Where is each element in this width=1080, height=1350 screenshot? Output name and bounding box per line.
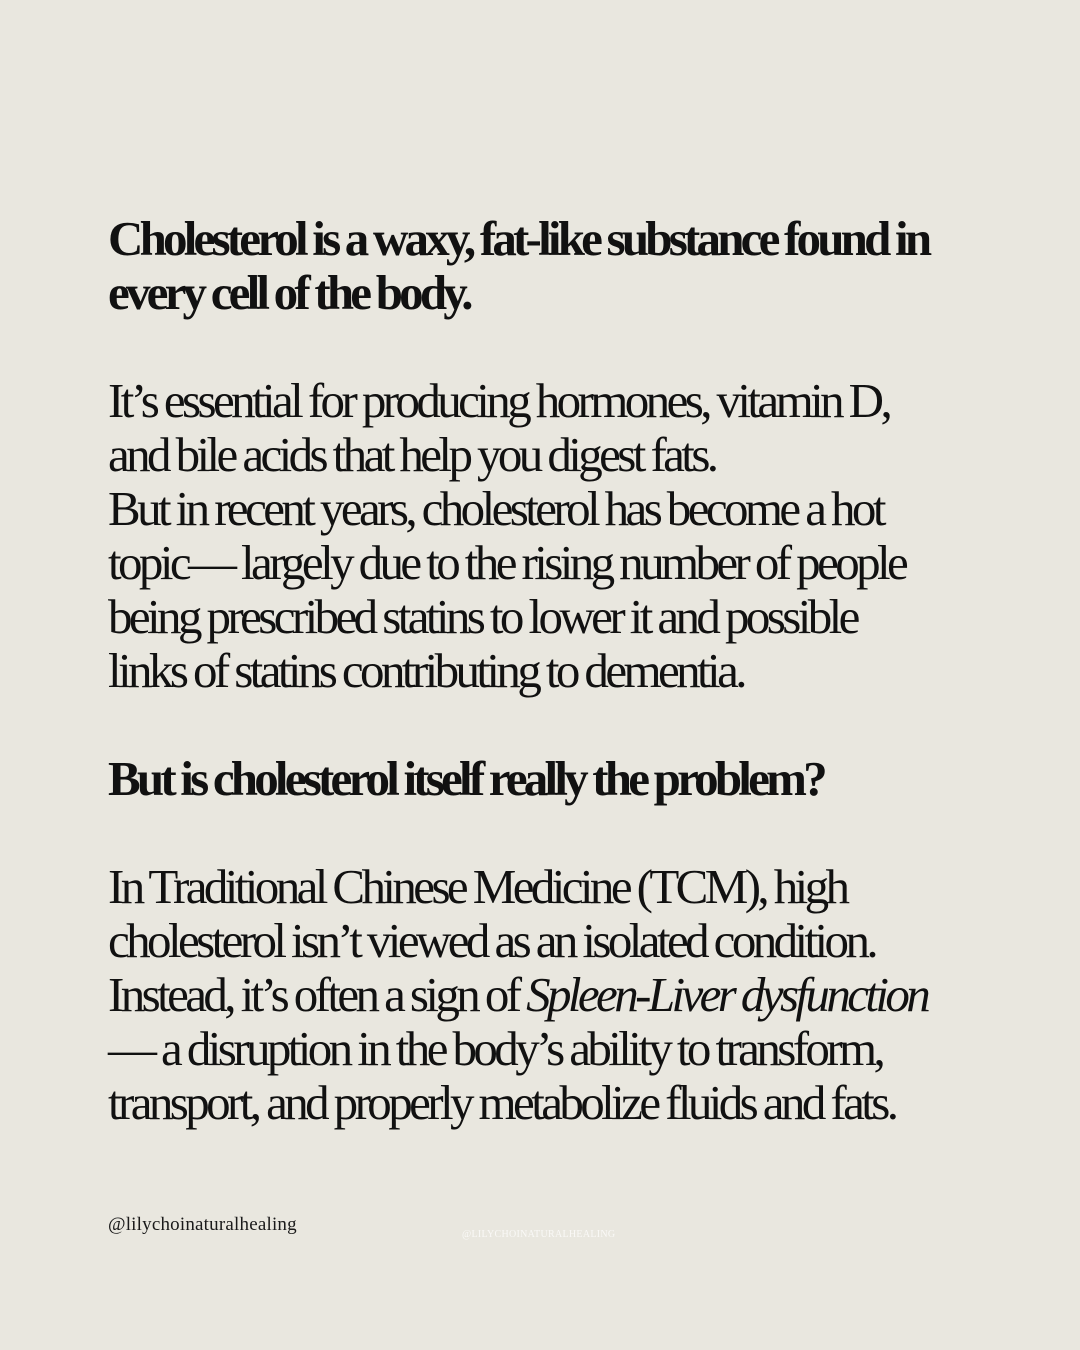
paragraph-line: In Traditional Chinese Medicine (TCM), high: [108, 859, 847, 914]
spacer: [108, 320, 983, 374]
social-handle: @lilychoinaturalhealing: [108, 1214, 297, 1235]
paragraph-line-prefix: Instead, it’s often a sign of: [108, 967, 527, 1022]
paragraph-line: cholesterol isn’t viewed as an isolated condition.: [108, 913, 876, 968]
paragraph-line: links of statins contributing to dementia.: [108, 643, 744, 698]
paragraph-line: being prescribed statins to lower it and possible: [108, 589, 857, 644]
heading-line-1: Cholesterol is a waxy, fat-like substance found in: [108, 211, 929, 266]
paragraph-line: topic— largely due to the rising number of people: [108, 535, 906, 590]
main-content: [108, 212, 983, 1130]
heading-line-2: every cell of the body.: [108, 265, 470, 320]
spacer: [108, 806, 983, 860]
question-heading: [108, 752, 983, 806]
paragraph-line: — a disruption in the body’s ability to transform,: [108, 1021, 883, 1076]
paragraph-line: It’s essential for producing hormones, vitamin D,: [108, 373, 890, 428]
spacer: [108, 698, 983, 752]
watermark: @LILYCHOINATURALHEALING: [462, 1229, 616, 1240]
question-text: But is cholesterol itself really the problem?: [108, 751, 824, 806]
emphasis-spleen-liver: Spleen-Liver dysfunction: [526, 967, 928, 1022]
paragraph-intro: [108, 374, 983, 698]
paragraph-line-with-emphasis: [108, 968, 983, 1022]
paragraph-line: transport, and properly metabolize fluids and fats.: [108, 1075, 896, 1130]
heading: [108, 212, 983, 320]
paragraph-tcm: [108, 860, 983, 1130]
paragraph-line: and bile acids that help you digest fats.: [108, 427, 716, 482]
paragraph-line: But in recent years, cholesterol has become a hot: [108, 481, 883, 536]
